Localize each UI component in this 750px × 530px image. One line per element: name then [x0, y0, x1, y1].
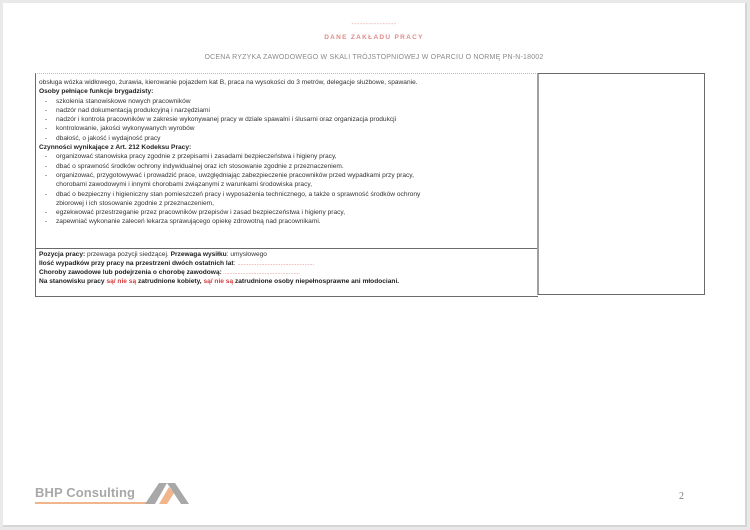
effort-value: : umysłowego [226, 251, 267, 258]
dash-bullet: - [45, 134, 48, 142]
list-item-text: dbać o bezpieczny i higieniczny stan pomieszczeń pracy i wyposażenia technicznego, a także o sprawność środków ochrony [56, 190, 421, 198]
list-item-text: egzekwować przestrzeganie przez pracowników przepisów i zasad bezpieczeństwa i higieny pracy, [56, 209, 346, 217]
dash-bullet: - [45, 171, 48, 179]
list-item [39, 115, 535, 124]
dash-bullet: - [45, 153, 48, 161]
accidents-fill-field[interactable]: ………………………………………… [237, 260, 315, 267]
list-item [39, 124, 535, 133]
list-item-text: organizować stanowiska pracy zgodnie z przepisami i zasadami bezpieczeństwa i higieny pracy, [56, 153, 337, 161]
list-item-continuation: zbiorowej i ich stosowanie zgodnie z przeznaczeniem, [56, 199, 214, 207]
brigadier-heading: Osoby pełniące funkcje brygadzisty: [39, 88, 154, 96]
accidents-separator: : [233, 259, 238, 267]
dash-bullet: - [45, 218, 48, 226]
list-item-text: zapewniać wykonanie zaleceń lekarza sprawującego opiekę zdrowotną nad pracownikami. [56, 218, 321, 226]
list-item-text: dbałość, o jakość i wydajność pracy [56, 134, 161, 142]
risk-table [35, 73, 705, 296]
dash-bullet: - [45, 190, 48, 198]
document-title: OCENA RYZYKA ZAWODOWEGO W SKALI TRÓJSTOPNIOWEJ W OPARCIU O NORMĘ PN-N-18002 [204, 54, 544, 61]
employment-mid: zatrudnione kobiety, [137, 277, 204, 285]
accidents-line [36, 260, 538, 269]
company-logo [35, 481, 205, 509]
dash-bullet: - [45, 116, 48, 124]
employment-choice-women[interactable]: są/ nie są [106, 277, 138, 285]
list-item [39, 171, 535, 180]
dash-bullet: - [45, 97, 48, 105]
logo-underline [35, 502, 147, 504]
company-name-header: DANE ZAKŁADU PRACY [324, 34, 424, 41]
page-number: 2 [679, 491, 684, 502]
employment-suffix: zatrudnione osoby niepełnosprawne ani młodociani. [233, 277, 400, 285]
dash-bullet: - [45, 106, 48, 114]
work-info-section [36, 248, 538, 297]
document-page [3, 3, 747, 527]
employment-choice-disabled[interactable]: są/ nie są [203, 277, 234, 285]
logo-text: BHP Consulting [35, 485, 136, 500]
description-cell [35, 73, 538, 297]
position-value: przewaga pozycji siedzącej. [85, 251, 169, 258]
intro-line: obsługa wózka widłowego, żurawia, kierowanie pojazdem kat B, praca na wysokości do 3 metrów, delegacje służbowe, spawanie. [39, 79, 418, 86]
diseases-label: Choroby zawodowe lub podejrzenia o chorobę zawodową: [39, 268, 222, 276]
position-label: Pozycja pracy: [39, 251, 86, 258]
roof-logo-icon [143, 481, 203, 507]
assessment-cell [537, 73, 705, 295]
dash-bullet: - [45, 125, 48, 133]
list-item-text: kontrolowanie, jakości wykonywanych wyrobów [56, 125, 195, 133]
list-item [39, 97, 535, 106]
list-item-continuation: chorobami zawodowymi i innymi chorobami związanymi z warunkami środowiska pracy, [56, 181, 313, 189]
list-item-text: nadzór nad dokumentacją produkcyjną i narzędziami [56, 106, 210, 114]
list-item [39, 106, 535, 115]
list-item-text: dbać o sprawność środków ochrony indywidualnej oraz ich stosowanie zgodnie z przeznaczeniem. [56, 162, 344, 170]
list-item [39, 190, 535, 199]
diseases-fill-field[interactable]: ………………………………………… [221, 269, 300, 276]
list-item [39, 217, 535, 226]
dash-bullet: - [45, 162, 48, 170]
employment-prefix: Na stanowisku pracy [39, 277, 107, 285]
list-item-text: nadzór i kontrola pracowników w zakresie wykonywanej pracy w dziale spawalni i ślusarni oraz organizacja produkcji [56, 116, 397, 124]
accidents-label: Ilość wypadków przy pracy na przestrzeni dwóch ostatnich lat [39, 259, 234, 267]
dash-bullet: - [45, 209, 48, 217]
duties-section [39, 78, 535, 227]
list-item [39, 152, 535, 161]
list-item-text: organizować, przygotowywać i prowadzić prace, uwzględniając zabezpieczenie pracowników przed wypadkami przy pracy, [56, 171, 414, 179]
list-item [39, 162, 535, 171]
employment-line [36, 278, 538, 287]
list-item-text: szkolenia stanowiskowe nowych pracowników [56, 97, 191, 105]
diseases-line [36, 269, 538, 278]
effort-label: Przewaga wysiłku [168, 251, 227, 258]
header-dashes: ---------------- [351, 21, 397, 28]
position-line [36, 251, 538, 260]
art212-heading: Czynności wynikające z Art. 212 Kodeksu Pracy: [39, 144, 192, 152]
list-item [39, 134, 535, 143]
list-item [39, 208, 535, 217]
